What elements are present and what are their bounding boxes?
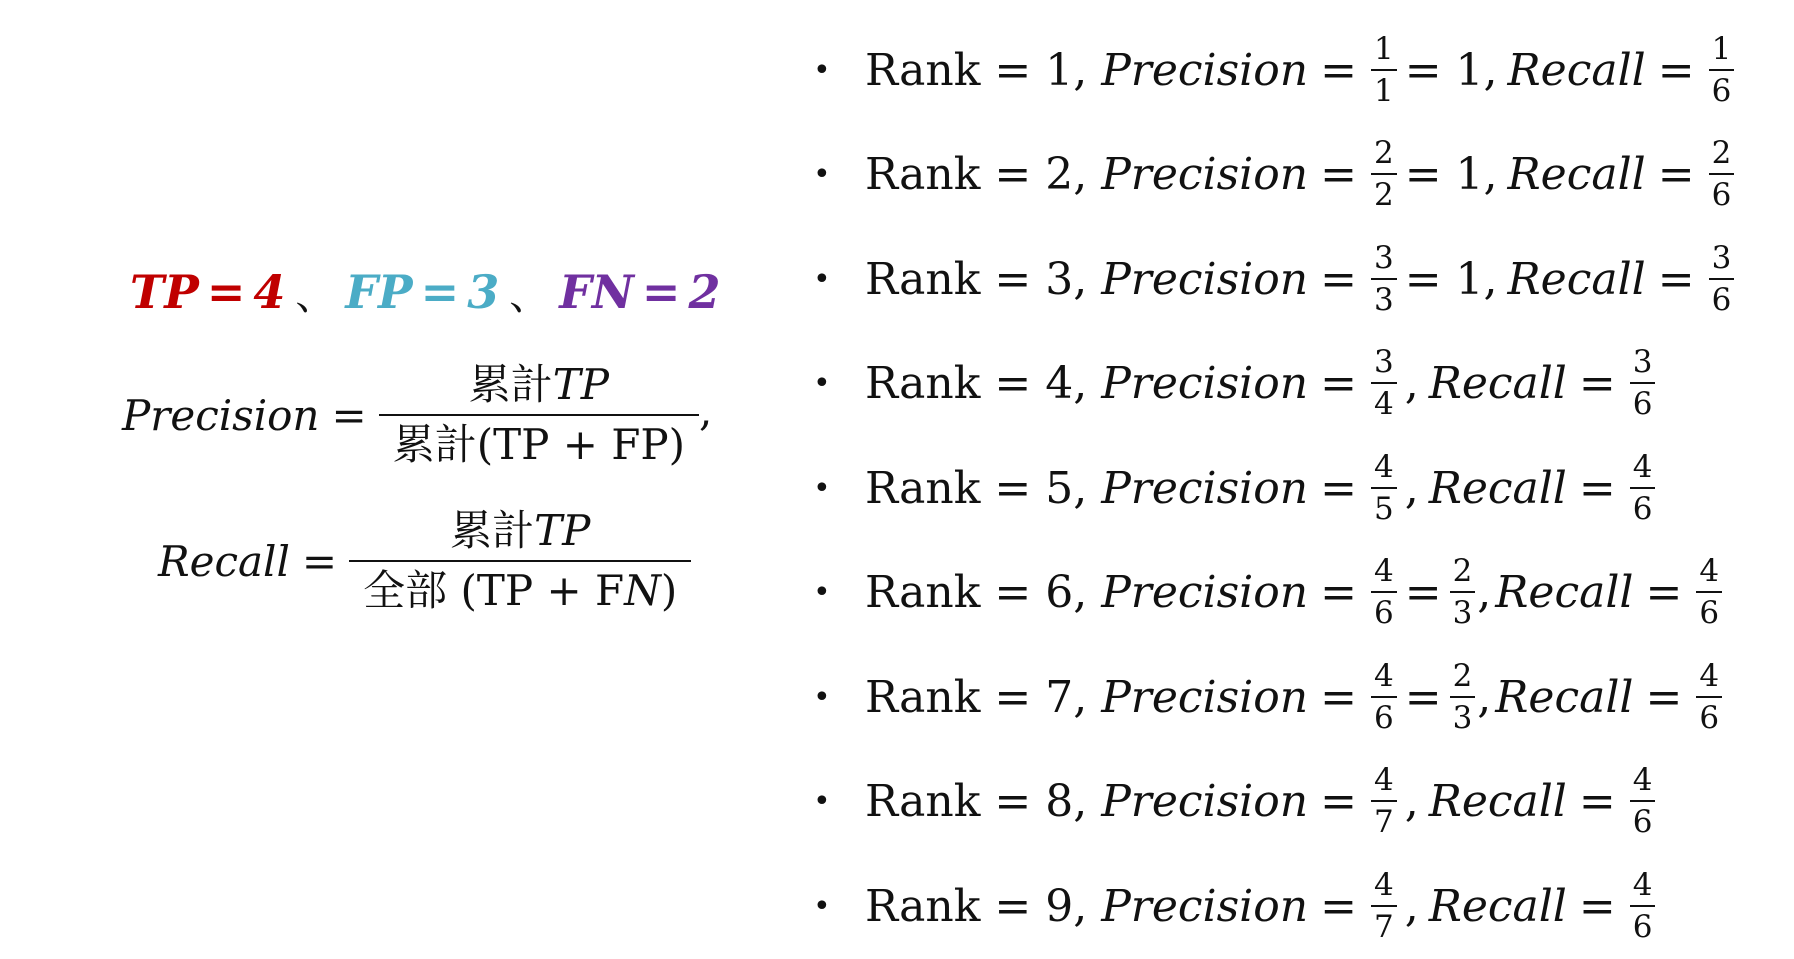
precision-label: Precision [1101, 567, 1309, 619]
fn-equals: = [641, 265, 681, 319]
recall-fraction [1630, 762, 1656, 841]
precision-label: Precision [1101, 671, 1309, 723]
precision-trailing-comma: , [699, 386, 713, 435]
rank-text: Rank = 4, [865, 358, 1088, 410]
recall-label: Recall [1428, 462, 1567, 514]
fn-label: FN [559, 265, 634, 319]
precision-equals: = [1320, 253, 1357, 305]
precision-suffix: , [1404, 880, 1419, 932]
precision-numerator: 1 [1373, 30, 1394, 67]
recall-denominator: 6 [1630, 487, 1656, 525]
separator: 、 [509, 272, 550, 319]
precision-den-expr: (TP + FP) [476, 420, 686, 469]
recall-fraction [1630, 448, 1656, 527]
recall-denominator [349, 560, 691, 615]
rank-row [805, 18, 1785, 123]
precision-suffix: = [1404, 671, 1442, 723]
tp-label: TP [130, 265, 199, 319]
recall-equals: = [1578, 358, 1616, 410]
precision-reduced-fraction [1450, 657, 1476, 736]
recall-equals: = [1657, 44, 1695, 96]
precision-label: Precision [1101, 44, 1309, 96]
recall-denominator: 6 [1630, 382, 1656, 420]
bullet-icon: • [813, 679, 831, 715]
rank-list [805, 18, 1785, 953]
recall-label: Recall [158, 536, 290, 586]
precision-equals: = [1320, 149, 1357, 201]
recall-fraction [1696, 553, 1722, 632]
rank-row [805, 750, 1785, 855]
reduced-comma: , [1477, 671, 1492, 723]
precision-numerator: 3 [1373, 239, 1394, 276]
rank-row [805, 227, 1785, 332]
precision-numerator: 2 [1373, 135, 1394, 172]
precision-label: Precision [1101, 880, 1309, 932]
recall-equals: = [1578, 776, 1616, 828]
precision-numerator: 4 [1373, 553, 1394, 590]
precision-denominator: 7 [1371, 800, 1397, 838]
precision-fraction [1371, 344, 1397, 423]
bullet-icon: • [813, 366, 831, 402]
precision-equals: = [1320, 776, 1357, 828]
recall-fraction [1709, 239, 1735, 318]
precision-denominator: 2 [1371, 173, 1397, 211]
recall-numerator: 2 [1711, 135, 1732, 172]
precision-denominator: 4 [1371, 382, 1397, 420]
rank-text: Rank = 2, [865, 149, 1088, 201]
recall-num-cjk: 累計 [450, 506, 535, 555]
recall-fraction [349, 506, 691, 615]
precision-equals: = [1320, 44, 1357, 96]
precision-fraction [1371, 762, 1397, 841]
precision-fraction [1371, 239, 1397, 318]
precision-label: Precision [1101, 253, 1309, 305]
precision-suffix: , [1404, 776, 1419, 828]
fp-equals: = [420, 265, 460, 319]
recall-equals: = [1657, 253, 1695, 305]
rank-row [805, 645, 1785, 750]
precision-denominator [379, 414, 699, 469]
recall-den-var: N [624, 566, 661, 615]
precision-equals: = [1320, 358, 1357, 410]
precision-label: Precision [1101, 776, 1309, 828]
recall-equals: = [1645, 671, 1683, 723]
recall-numerator: 1 [1711, 30, 1732, 67]
precision-label: Precision [1101, 358, 1309, 410]
precision-fraction [1371, 553, 1397, 632]
recall-numerator: 4 [1632, 762, 1653, 799]
precision-numerator: 4 [1373, 448, 1394, 485]
precision-suffix: , [1404, 462, 1419, 514]
precision-suffix: = 1, [1404, 44, 1498, 96]
precision-numerator: 4 [1373, 762, 1394, 799]
fp-count [345, 265, 499, 319]
bullet-icon: • [813, 261, 831, 297]
rank-text: Rank = 9, [865, 880, 1088, 932]
precision-num-cjk: 累計 [468, 360, 553, 409]
recall-fraction [1696, 657, 1722, 736]
precision-fraction [1371, 30, 1397, 109]
recall-numerator: 3 [1711, 239, 1732, 276]
rank-text: Rank = 7, [865, 671, 1088, 723]
recall-denominator: 6 [1696, 696, 1722, 734]
recall-label: Recall [1507, 44, 1646, 96]
recall-equals: = [1645, 567, 1683, 619]
definitions-panel [0, 0, 790, 957]
bullet-icon: • [813, 888, 831, 924]
precision-denominator: 6 [1371, 591, 1397, 629]
rank-text: Rank = 3, [865, 253, 1088, 305]
recall-denominator: 6 [1630, 800, 1656, 838]
precision-definition [122, 360, 713, 469]
bullet-icon: • [813, 784, 831, 820]
recall-label: Recall [1428, 358, 1567, 410]
recall-equals: = [1578, 462, 1616, 514]
recall-den-close: ) [660, 566, 678, 615]
precision-numerator: 4 [1373, 866, 1394, 903]
precision-denominator: 6 [1371, 696, 1397, 734]
recall-denominator: 6 [1709, 173, 1735, 211]
recall-label: Recall [1495, 567, 1634, 619]
precision-den-cjk: 累計 [392, 420, 477, 469]
precision-equals: = [1320, 880, 1357, 932]
precision-denominator: 3 [1371, 278, 1397, 316]
tp-value: 4 [253, 265, 286, 319]
bullet-icon: • [813, 575, 831, 611]
precision-numerator [455, 360, 623, 414]
rank-text: Rank = 6, [865, 567, 1088, 619]
recall-denominator: 6 [1630, 905, 1656, 943]
fn-count [559, 265, 720, 319]
recall-denominator: 6 [1696, 591, 1722, 629]
bullet-icon: • [813, 470, 831, 506]
bullet-icon: • [813, 157, 831, 193]
precision-fraction [379, 360, 699, 469]
reduced-comma: , [1477, 567, 1492, 619]
recall-numerator: 3 [1632, 344, 1653, 381]
recall-numerator: 4 [1699, 553, 1720, 590]
precision-denominator: 1 [1371, 69, 1397, 107]
recall-numerator: 4 [1632, 448, 1653, 485]
recall-numerator [436, 506, 604, 560]
precision-suffix: = 1, [1404, 253, 1498, 305]
recall-label: Recall [1495, 671, 1634, 723]
separator: 、 [295, 272, 336, 319]
recall-num-var: TP [534, 506, 591, 555]
precision-fraction [1371, 135, 1397, 214]
recall-label: Recall [1507, 149, 1646, 201]
reduced-numerator: 2 [1452, 553, 1473, 590]
rank-row [805, 123, 1785, 228]
precision-suffix: = 1, [1404, 149, 1498, 201]
recall-fraction [1709, 30, 1735, 109]
recall-equals: = [1578, 880, 1616, 932]
recall-label: Recall [1428, 880, 1567, 932]
counts-line [130, 262, 720, 322]
precision-label: Precision [122, 390, 320, 440]
reduced-denominator: 3 [1450, 591, 1476, 629]
recall-numerator: 4 [1632, 866, 1653, 903]
tp-count [130, 265, 285, 319]
precision-numerator: 4 [1373, 657, 1394, 694]
rank-text: Rank = 8, [865, 776, 1088, 828]
recall-fraction [1630, 344, 1656, 423]
rank-row [805, 436, 1785, 541]
precision-num-var: TP [552, 360, 610, 409]
fp-label: FP [345, 265, 413, 319]
rank-row [805, 332, 1785, 437]
rank-text: Rank = 1, [865, 44, 1088, 96]
rank-row [805, 541, 1785, 646]
precision-equals: = [1320, 462, 1357, 514]
recall-denominator: 6 [1709, 278, 1735, 316]
recall-fraction [1709, 135, 1735, 214]
recall-den-open: (TP + F [447, 566, 625, 615]
precision-numerator: 3 [1373, 344, 1394, 381]
recall-definition [158, 506, 691, 615]
recall-den-cjk: 全部 [363, 566, 448, 615]
recall-fraction [1630, 866, 1656, 945]
recall-label: Recall [1428, 776, 1567, 828]
precision-equals: = [1320, 671, 1357, 723]
recall-equals: = [301, 536, 338, 586]
precision-suffix: , [1404, 358, 1419, 410]
precision-denominator: 7 [1371, 905, 1397, 943]
precision-fraction [1371, 657, 1397, 736]
precision-fraction [1371, 866, 1397, 945]
precision-label: Precision [1101, 462, 1309, 514]
precision-denominator: 5 [1371, 487, 1397, 525]
recall-numerator: 4 [1699, 657, 1720, 694]
rank-text: Rank = 5, [865, 462, 1088, 514]
fn-value: 2 [688, 265, 721, 319]
fp-value: 3 [467, 265, 500, 319]
precision-label: Precision [1101, 149, 1309, 201]
bullet-icon: • [813, 52, 831, 88]
precision-fraction [1371, 448, 1397, 527]
recall-denominator: 6 [1709, 69, 1735, 107]
precision-reduced-fraction [1450, 553, 1476, 632]
precision-suffix: = [1404, 567, 1442, 619]
tp-equals: = [206, 265, 246, 319]
precision-equals: = [1320, 567, 1357, 619]
reduced-numerator: 2 [1452, 657, 1473, 694]
rank-row [805, 854, 1785, 959]
recall-label: Recall [1507, 253, 1646, 305]
reduced-denominator: 3 [1450, 696, 1476, 734]
precision-equals: = [331, 390, 367, 440]
recall-equals: = [1657, 149, 1695, 201]
